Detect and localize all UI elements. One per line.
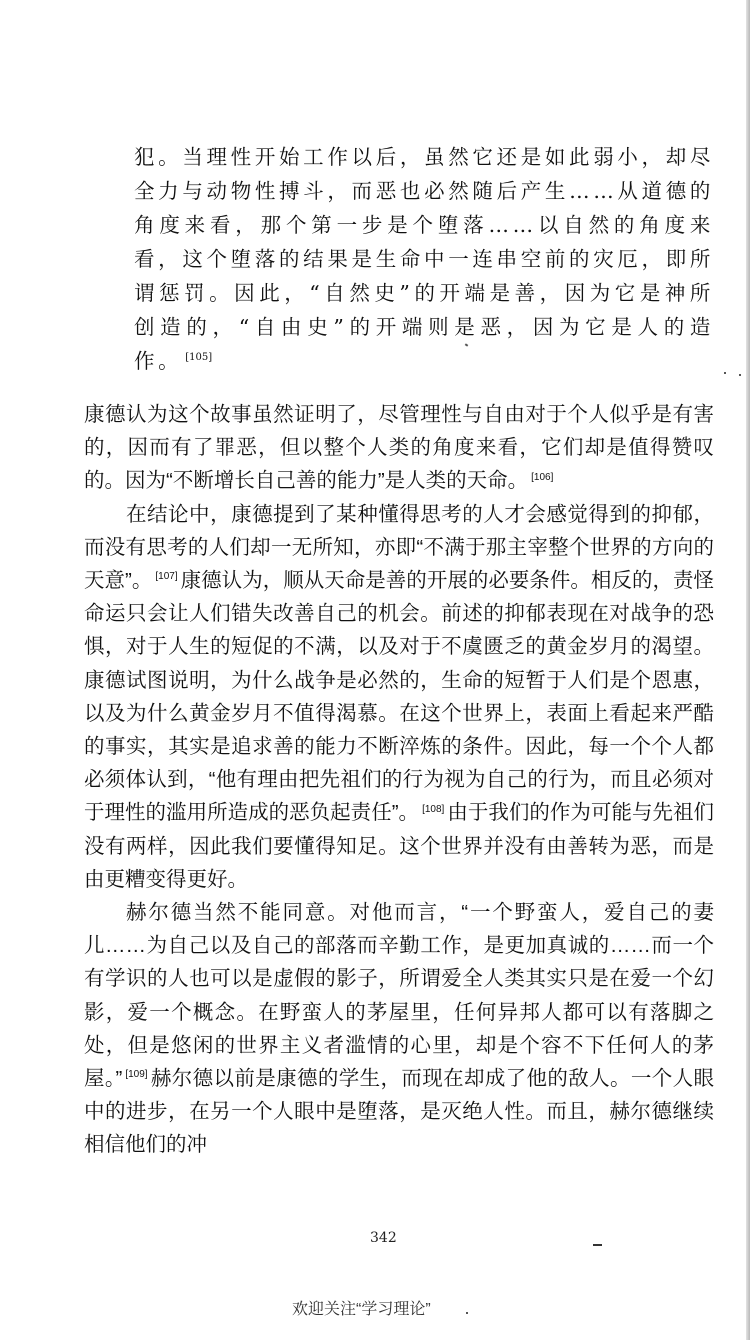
paragraph-3 xyxy=(84,896,714,1162)
paragraph-1-text: 康德认为这个故事虽然证明了，尽管理性与自由对于个人似乎是有害的，因而有了罪恶，但以整个人类的角度来看，它们却是值得赞叹的。因为“不断增长自己善的能力”是人类的天命。 xyxy=(84,403,714,493)
footnote-ref-107: [107] xyxy=(155,571,178,583)
scan-speck xyxy=(739,374,741,376)
paragraph-1 xyxy=(84,398,714,498)
footnote-ref-106: [106] xyxy=(531,471,554,483)
footer-dot xyxy=(466,1312,468,1314)
paragraph-3-text-a: 赫尔德当然不能同意。对他而言，“一个野蛮人，爱自己的妻儿……为自己以及自己的部落而辛勤工作，是更加真诚的……而一个有学识的人也可以是虚假的影子，所谓爱全人类其实只是在爱一个幻影，爱一个概念。在野蛮人的茅屋里，任何异邦人都可以有落脚之处，但是悠闲的世界主义者滥情的心里，却是个容不下任何人的茅屋。” xyxy=(84,901,714,1091)
page-number: 342 xyxy=(370,1230,397,1246)
body-text xyxy=(84,398,714,1162)
scan-dash-mark xyxy=(593,1244,602,1246)
paragraph-2 xyxy=(84,498,714,896)
block-quote xyxy=(134,140,714,378)
page-edge-shadow xyxy=(746,0,750,1340)
paragraph-2-text-a: 在结论中，康德提到了某种懂得思考的人才会感觉得到的抑郁，而没有思考的人们却一无所知，亦即“不满于那主宰整个世界的方向的天意”。 xyxy=(84,502,714,593)
paragraph-2-text-c: 由于我们的作为可能与先祖们没有两样，因此我们要懂得知足。这个世界并没有由善转为恶，而是由更糟变得更好。 xyxy=(84,801,715,891)
footnote-ref-109: [109] xyxy=(125,1069,148,1081)
footnote-ref-105: [105] xyxy=(185,352,213,364)
scan-speck xyxy=(724,372,726,374)
block-quote-text: 犯。当理性开始工作以后，虽然它还是如此弱小，却尽全力与动物性搏斗，而恶也必然随后产生……从道德的角度来看，那个第一步是个堕落……以自然的角度来看，这个堕落的结果是生命中一连串空前的灾厄，即所谓惩罚。因此，“自然史”的开端是善，因为它是神所创造的，“自由史”的开端则是恶，因为它是人的造作。 xyxy=(134,145,714,373)
footnote-ref-108: [108] xyxy=(422,803,445,815)
paragraph-2-text-b: 康德认为，顺从天命是善的开展的必要条件。相反的，责怪命运只会让人们错失改善自己的机会。前述的抑郁表现在对战争的恐惧，对于人生的短促的不满，以及对于不虞匮乏的黄金岁月的渴望。康德试图说明，为什么战争是必然的，生命的短暂于人们是个恩惠，以及为什么黄金岁月不值得渴慕。在这个世界上，表面上看起来严酷的事实，其实是追求善的能力不断淬炼的条件。因此，每一个个人都必须体认到，“他有理由把先祖们的行为视为自己的行为，而且必须对于理性的滥用所造成的恶负起责任”。 xyxy=(84,569,715,825)
paragraph-3-text-b: 赫尔德以前是康德的学生，而现在却成了他的敌人。一个人眼中的进步，在另一个人眼中是堕落，是灭绝人性。而且，赫尔德继续相信他们的冲 xyxy=(84,1067,714,1157)
footer-watermark-text: 欢迎关注“学习理论” xyxy=(292,1301,431,1318)
